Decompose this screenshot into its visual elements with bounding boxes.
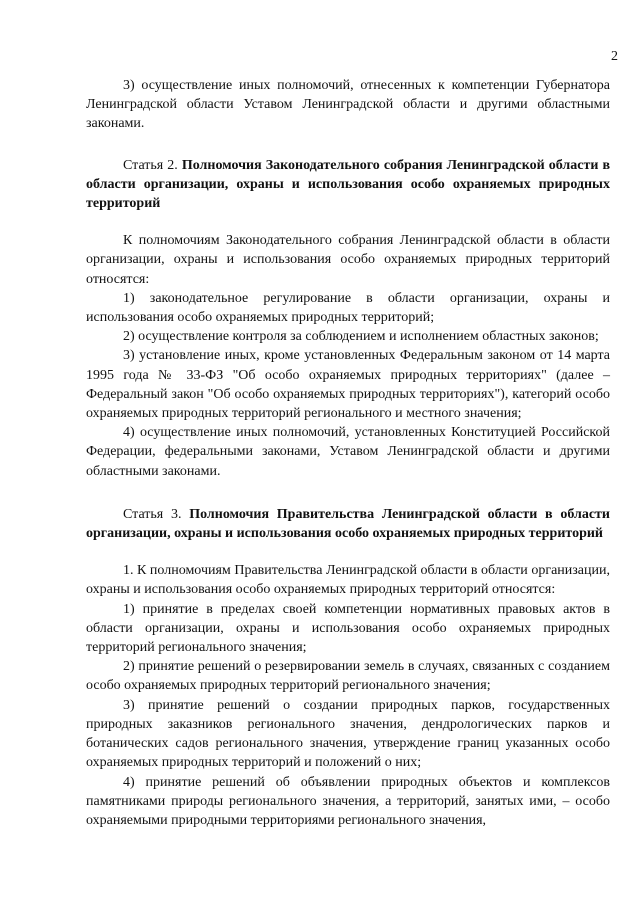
document-body: [86, 76, 610, 830]
article-2-paragraph: 3) установление иных, кроме установленных Федеральным законом от 14 марта 1995 года № 33-ФЗ "Об особо охраняемых природных территориях" (далее – Федеральный закон "Об особо охраняемых природных территориях"), категорий особо охраняемых природных территорий регионального и местного значения;: [86, 348, 610, 422]
article-2-paragraph: 2) осуществление контроля за соблюдением и исполнением областных законов;: [123, 329, 599, 345]
article-3-paragraph: 1) принятие в пределах своей компетенции нормативных правовых актов в области организации, охраны и использования особо охраняемых природных территорий регионального значения;: [86, 601, 610, 656]
article-3-paragraph: 2) принятие решений о резервировании земель в случаях, связанных с созданием особо охраняемых природных территорий регионального значения;: [86, 659, 610, 694]
article-2-heading: Полномочия Законодательного собрания Ленинградской области в области организации, охраны и использования особо охраняемых природных территорий: [86, 157, 610, 212]
page-number: 2: [611, 49, 618, 64]
article-3-number: Статья 3.: [123, 506, 182, 522]
article-2-paragraph: 1) законодательное регулирование в области организации, охраны и использования особо охраняемых природных территорий;: [86, 290, 610, 326]
article-2-title: [86, 156, 610, 214]
article-3-paragraph: 4) принятие решений об объявлении природных объектов и комплексов памятниками природы регионального значения, а территорий, занятых ими, – особо охраняемыми природными территориями регионального значения,: [86, 774, 610, 828]
article-2-paragraph: 4) осуществление иных полномочий, установленных Конституцией Российской Федерации, федеральными законами, Уставом Ленинградской области и другими областными законами.: [86, 425, 610, 479]
article-2-paragraph: К полномочиям Законодательного собрания Ленинградской области в области организации, охраны и использования особо охраняемых природных территорий относятся:: [86, 233, 610, 287]
article-3-paragraph: 3) принятие решений о создании природных парков, государственных природных заказников регионального значения, дендрологических парков и ботанических садов регионального значения, утверждение границ указанных особо охраняемых природных территорий и положений о них;: [86, 697, 610, 771]
article-3-title: [86, 505, 610, 543]
article-3-heading: Полномочия Правительства Ленинградской области в области организации, охраны и использования особо охраняемых природных территорий: [86, 506, 610, 542]
article-2-number: Статья 2.: [123, 157, 178, 173]
paragraph-top: 3) осуществление иных полномочий, отнесенных к компетенции Губернатора Ленинградской области Уставом Ленинградской области и другими областными законами.: [86, 78, 610, 132]
article-3-paragraph: 1. К полномочиям Правительства Ленинградской области в области организации, охраны и использования особо охраняемых природных территорий относятся:: [86, 563, 610, 598]
